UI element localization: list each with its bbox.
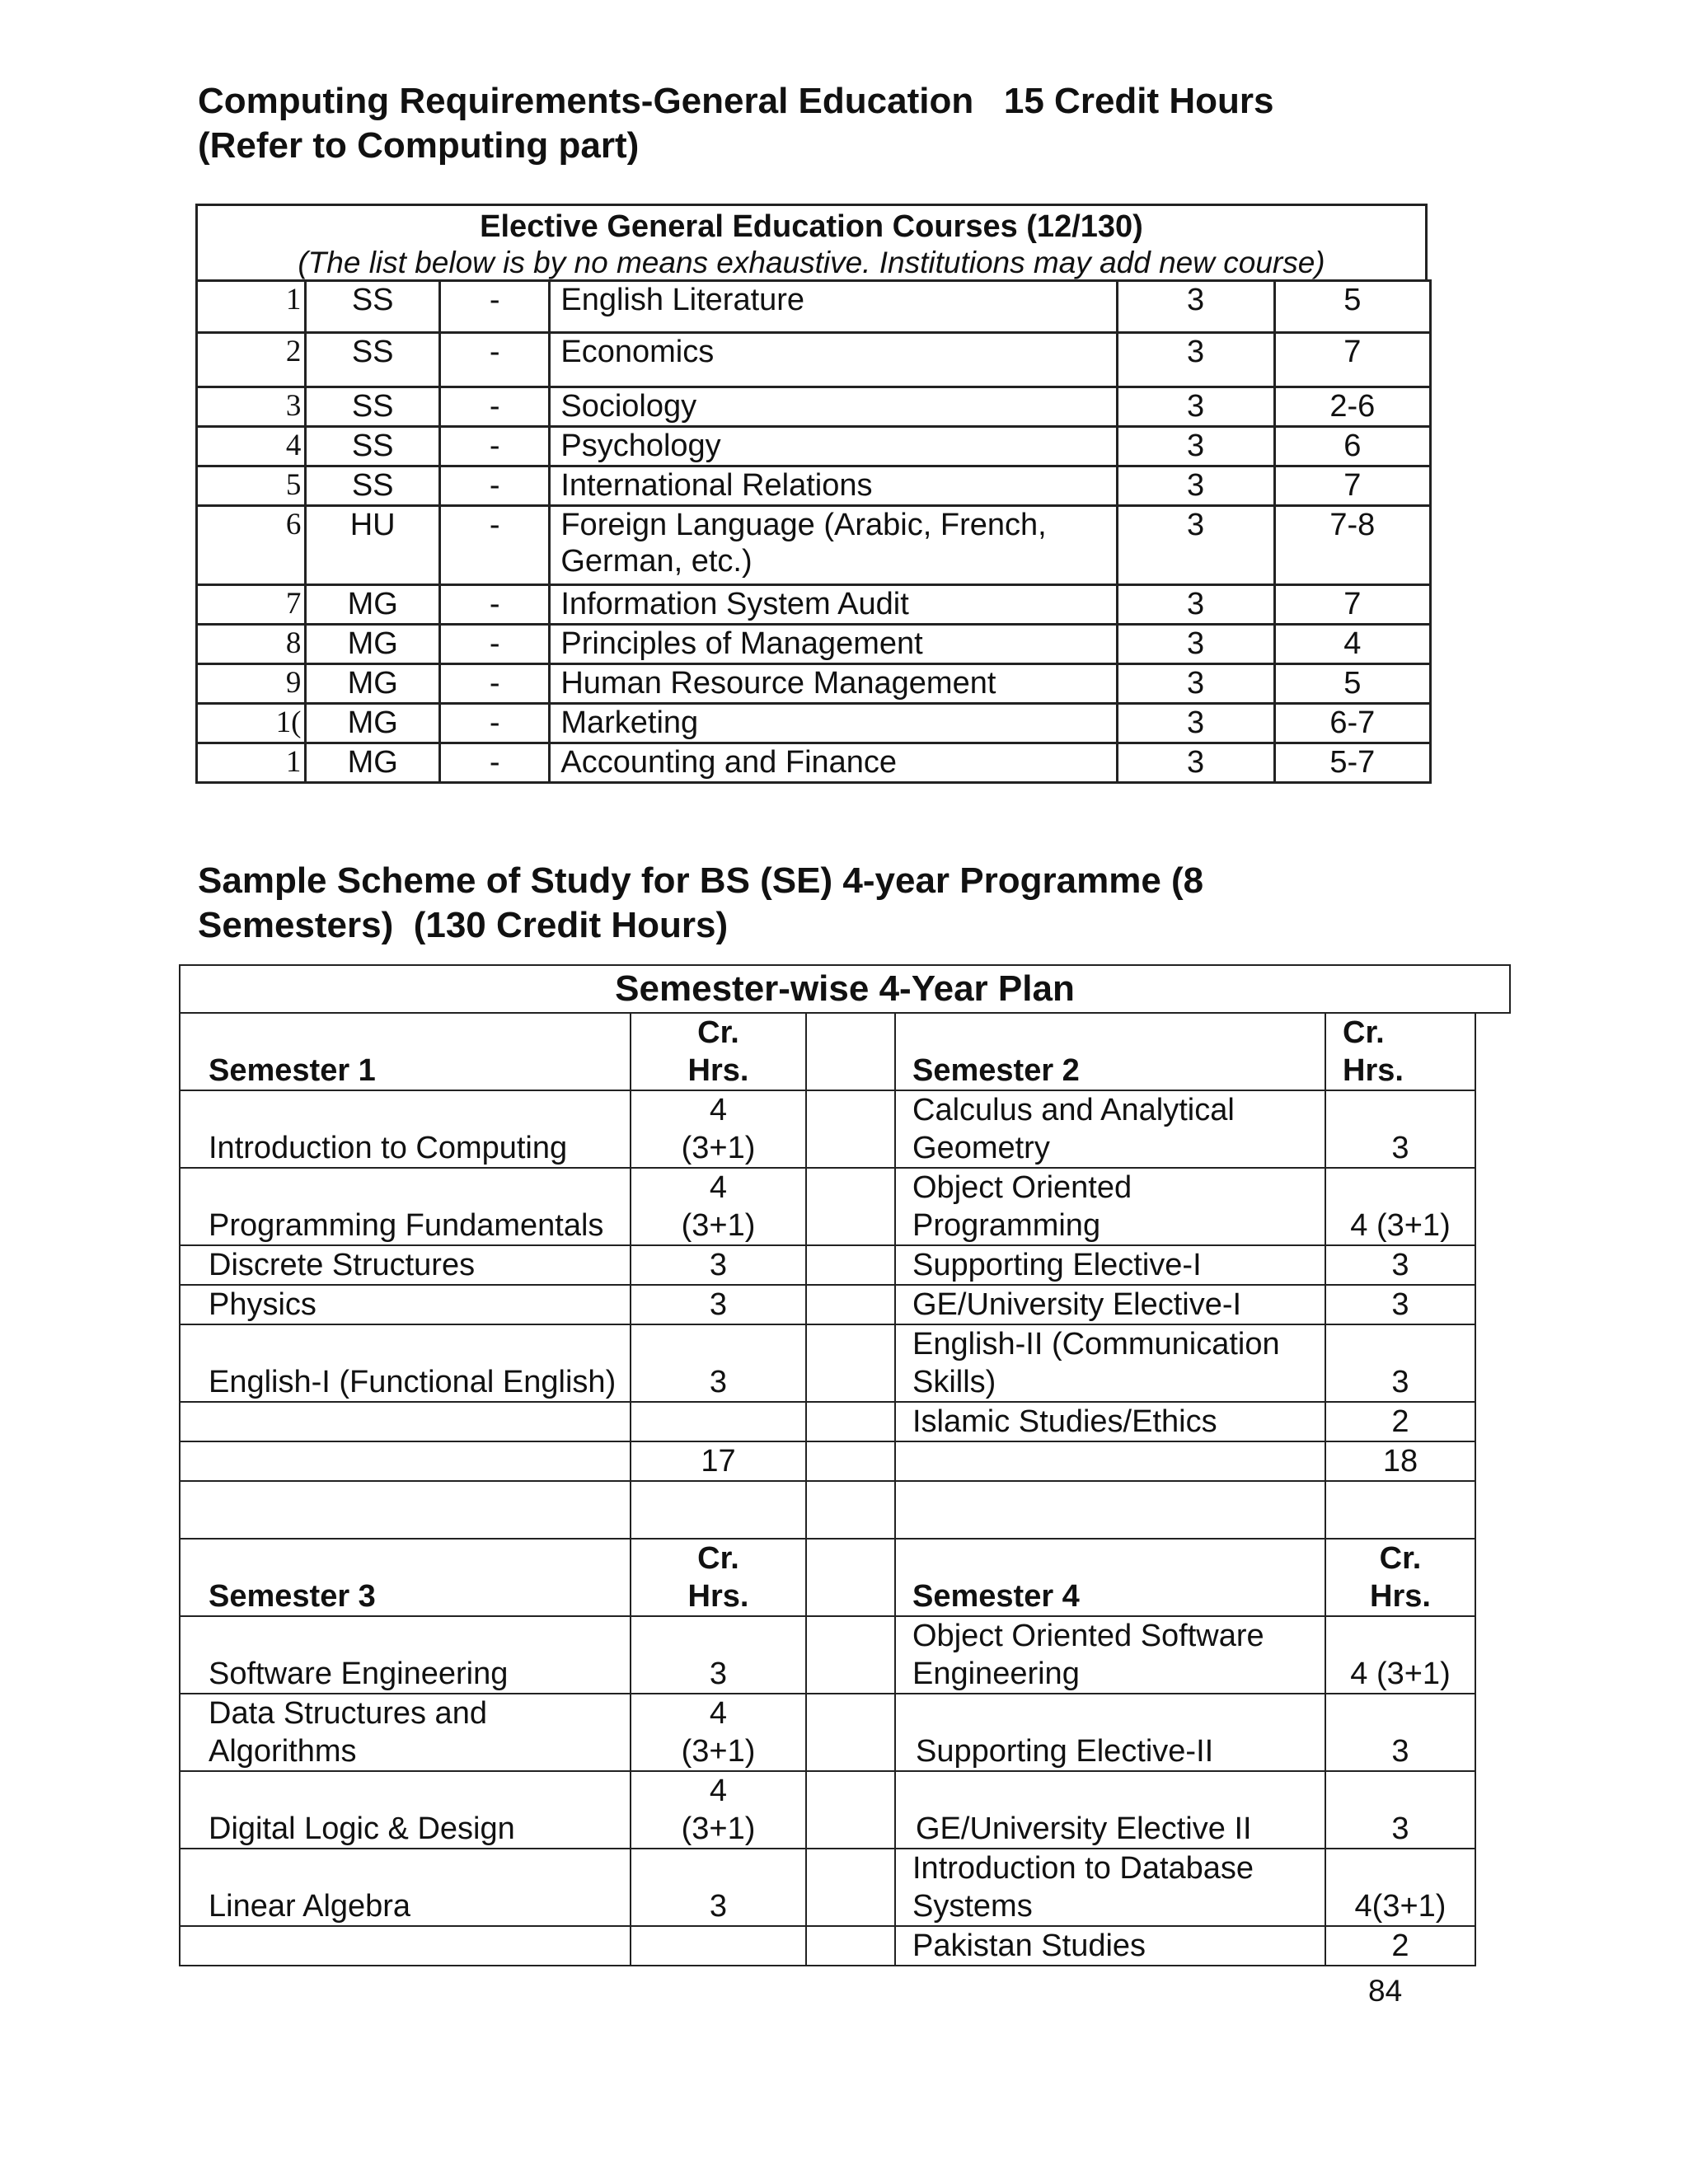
course-name: Pakistan Studies [895, 1926, 1325, 1966]
course-semester: 2-6 [1274, 387, 1430, 427]
course-name: Discrete Structures [180, 1245, 631, 1285]
empty-cell [1325, 1481, 1475, 1539]
course-name: Linear Algebra [180, 1849, 631, 1926]
credit-hours-header [631, 1013, 806, 1090]
course-credits: 3 [631, 1616, 806, 1694]
course-name: Physics [180, 1285, 631, 1324]
row-number: 5 [197, 466, 306, 506]
course-credits: 3 [1117, 506, 1274, 585]
credit-main: 4 [709, 1774, 728, 1808]
semester-header-row [180, 1539, 1475, 1616]
course-dash: - [439, 427, 549, 466]
spacer-cell [806, 1285, 895, 1324]
plan-table-body [179, 1012, 1476, 1966]
course-credits: 3 [1117, 466, 1274, 506]
semester-header: Semester 1 [180, 1013, 631, 1090]
course-title: Information System Audit [550, 585, 1117, 625]
hrs-line: Hrs. [687, 1579, 749, 1614]
elective-table-title: Elective General Education Courses (12/130) [480, 209, 1143, 244]
course-title: English Literature [550, 281, 1117, 333]
spacer-cell [806, 1013, 895, 1090]
section-heading-sample-scheme [198, 859, 1203, 948]
course-credits: 2 [1325, 1402, 1475, 1441]
row-number: 1( [197, 704, 306, 743]
course-credits: 3 [1117, 704, 1274, 743]
credit-split: (3+1) [681, 1208, 756, 1243]
empty-cell [180, 1481, 631, 1539]
course-title: International Relations [550, 466, 1117, 506]
table-row [197, 625, 1431, 664]
semester-header: Semester 2 [895, 1013, 1325, 1090]
table-row [180, 1849, 1475, 1926]
course-semester: 7 [1274, 585, 1430, 625]
course-name: Calculus and Analytical Geometry [895, 1090, 1325, 1168]
table-row [197, 704, 1431, 743]
course-title: Human Resource Management [550, 664, 1117, 704]
course-credits: 3 [1325, 1771, 1475, 1849]
spacer-cell [806, 1539, 895, 1616]
course-credits [631, 1090, 806, 1168]
elective-courses-table [195, 204, 1432, 785]
semester-total: 17 [631, 1441, 806, 1481]
course-credits: 4 (3+1) [1325, 1168, 1475, 1245]
elective-table-subtitle: (The list below is by no means exhaustive. Institutions may add new course) [298, 246, 1325, 279]
credit-split: (3+1) [681, 1131, 756, 1165]
page-number: 84 [1368, 1974, 1403, 2008]
row-number: 2 [197, 333, 306, 387]
course-code: MG [306, 704, 440, 743]
table-row [180, 1245, 1475, 1285]
course-dash: - [439, 387, 549, 427]
course-semester: 5 [1274, 664, 1430, 704]
course-credits: 3 [631, 1285, 806, 1324]
table-row [197, 664, 1431, 704]
course-credits: 3 [1117, 427, 1274, 466]
section-heading-computing-requirements [198, 79, 1274, 168]
heading-line: Computing Requirements-General Education 15 Credit Hours [198, 81, 1274, 121]
course-code: MG [306, 664, 440, 704]
spacer-cell [806, 1402, 895, 1441]
course-dash: - [439, 281, 549, 333]
table-row [197, 427, 1431, 466]
course-code: MG [306, 585, 440, 625]
spacer-cell [806, 1324, 895, 1402]
semester-header-row [180, 1013, 1475, 1090]
course-title: Psychology [550, 427, 1117, 466]
course-semester: 6-7 [1274, 704, 1430, 743]
course-name: Object Oriented Software Engineering [895, 1616, 1325, 1694]
course-semester: 4 [1274, 625, 1430, 664]
cr-line: Cr. [697, 1541, 739, 1576]
blank-row [180, 1481, 1475, 1539]
spacer-cell [806, 1481, 895, 1539]
course-name: English-II (Communication Skills) [895, 1324, 1325, 1402]
course-credits: 3 [1117, 585, 1274, 625]
credit-main: 4 [709, 1696, 728, 1731]
course-dash: - [439, 506, 549, 585]
course-title: Sociology [550, 387, 1117, 427]
row-number: 3 [197, 387, 306, 427]
row-number: 7 [197, 585, 306, 625]
cr-line: Cr. [697, 1015, 739, 1050]
semester-total: 18 [1325, 1441, 1475, 1481]
course-name [180, 1926, 631, 1966]
course-credits [631, 1168, 806, 1245]
course-name: Programming Fundamentals [180, 1168, 631, 1245]
table-row [197, 506, 1431, 585]
empty-cell [180, 1441, 631, 1481]
semester-header: Semester 4 [895, 1539, 1325, 1616]
course-credits [631, 1694, 806, 1771]
course-credits [631, 1771, 806, 1849]
course-credits: 3 [1117, 625, 1274, 664]
table-row [197, 585, 1431, 625]
course-semester: 5 [1274, 281, 1430, 333]
course-name: GE/University Elective II [895, 1771, 1325, 1849]
semester-header: Semester 3 [180, 1539, 631, 1616]
credit-hours-header [1325, 1539, 1475, 1616]
course-title: Accounting and Finance [550, 743, 1117, 783]
course-dash: - [439, 743, 549, 783]
course-name [180, 1402, 631, 1441]
course-title: Economics [550, 333, 1117, 387]
course-name: Digital Logic & Design [180, 1771, 631, 1849]
table-row [180, 1771, 1475, 1849]
course-credits: 3 [1117, 743, 1274, 783]
elective-table-header [195, 204, 1428, 279]
spacer-cell [806, 1168, 895, 1245]
course-credits: 3 [1325, 1324, 1475, 1402]
plan-table-title: Semester-wise 4-Year Plan [179, 964, 1511, 1014]
course-name: Islamic Studies/Ethics [895, 1402, 1325, 1441]
course-code: MG [306, 743, 440, 783]
course-code: SS [306, 281, 440, 333]
heading-line: (Refer to Computing part) [198, 125, 640, 166]
table-row [180, 1090, 1475, 1168]
empty-cell [631, 1481, 806, 1539]
table-row [180, 1285, 1475, 1324]
row-number: 9 [197, 664, 306, 704]
course-semester: 5-7 [1274, 743, 1430, 783]
credit-main: 4 [709, 1093, 728, 1127]
course-credits: 3 [1117, 333, 1274, 387]
spacer-cell [806, 1616, 895, 1694]
course-title: Foreign Language (Arabic, French, German, etc.) [550, 506, 1117, 585]
row-number: 1 [197, 281, 306, 333]
spacer-cell [806, 1771, 895, 1849]
course-name: Software Engineering [180, 1616, 631, 1694]
course-dash: - [439, 466, 549, 506]
course-name: Introduction to Database Systems [895, 1849, 1325, 1926]
row-number: 6 [197, 506, 306, 585]
cr-line: Cr. [1343, 1015, 1385, 1050]
elective-table-body [195, 279, 1432, 784]
hrs-line: Hrs. [1370, 1579, 1431, 1614]
course-credits [631, 1926, 806, 1966]
course-credits: 3 [631, 1849, 806, 1926]
course-credits: 4(3+1) [1325, 1849, 1475, 1926]
course-credits: 4 (3+1) [1325, 1616, 1475, 1694]
course-dash: - [439, 625, 549, 664]
course-name: Introduction to Computing [180, 1090, 631, 1168]
spacer-cell [806, 1245, 895, 1285]
table-row [197, 387, 1431, 427]
course-semester: 7 [1274, 466, 1430, 506]
spacer-cell [806, 1441, 895, 1481]
credit-hours-header [631, 1539, 806, 1616]
course-semester: 7 [1274, 333, 1430, 387]
table-row [180, 1926, 1475, 1966]
course-name: English-I (Functional English) [180, 1324, 631, 1402]
hrs-line: Hrs. [1343, 1053, 1404, 1088]
course-code: SS [306, 387, 440, 427]
cr-line: Cr. [1379, 1541, 1422, 1576]
course-credits: 3 [631, 1324, 806, 1402]
spacer-cell [806, 1849, 895, 1926]
course-credits [631, 1402, 806, 1441]
course-code: SS [306, 427, 440, 466]
course-dash: - [439, 333, 549, 387]
course-semester: 7-8 [1274, 506, 1430, 585]
spacer-cell [806, 1694, 895, 1771]
course-credits: 3 [631, 1245, 806, 1285]
course-name: Supporting Elective-I [895, 1245, 1325, 1285]
table-row [180, 1694, 1475, 1771]
heading-line: Sample Scheme of Study for BS (SE) 4-year Programme (8 [198, 860, 1204, 901]
credit-split: (3+1) [681, 1734, 756, 1769]
table-row [180, 1168, 1475, 1245]
row-number: 1 [197, 743, 306, 783]
course-name: Object Oriented Programming [895, 1168, 1325, 1245]
course-credits: 3 [1117, 387, 1274, 427]
course-title: Principles of Management [550, 625, 1117, 664]
heading-line: Semesters) (130 Credit Hours) [198, 905, 729, 945]
course-dash: - [439, 585, 549, 625]
empty-cell [895, 1441, 1325, 1481]
spacer-cell [806, 1090, 895, 1168]
empty-cell [895, 1481, 1325, 1539]
table-row [197, 281, 1431, 333]
row-number: 4 [197, 427, 306, 466]
table-row [180, 1402, 1475, 1441]
table-row [180, 1324, 1475, 1402]
course-name: Data Structures and Algorithms [180, 1694, 631, 1771]
credit-hours-header [1325, 1013, 1475, 1090]
course-credits: 2 [1325, 1926, 1475, 1966]
course-credits: 3 [1117, 281, 1274, 333]
table-row [197, 466, 1431, 506]
course-credits: 3 [1325, 1090, 1475, 1168]
course-credits: 3 [1325, 1694, 1475, 1771]
course-semester: 6 [1274, 427, 1430, 466]
row-number: 8 [197, 625, 306, 664]
course-credits: 3 [1117, 664, 1274, 704]
course-name: GE/University Elective-I [895, 1285, 1325, 1324]
course-code: SS [306, 466, 440, 506]
course-code: MG [306, 625, 440, 664]
course-dash: - [439, 664, 549, 704]
course-title: Marketing [550, 704, 1117, 743]
hrs-line: Hrs. [687, 1053, 749, 1088]
course-name: Supporting Elective-II [895, 1694, 1325, 1771]
course-credits: 3 [1325, 1285, 1475, 1324]
table-row [197, 743, 1431, 783]
course-code: SS [306, 333, 440, 387]
totals-row [180, 1441, 1475, 1481]
course-credits: 3 [1325, 1245, 1475, 1285]
credit-split: (3+1) [681, 1811, 756, 1846]
course-dash: - [439, 704, 549, 743]
table-row [180, 1616, 1475, 1694]
table-row [197, 333, 1431, 387]
credit-main: 4 [709, 1170, 728, 1205]
course-code: HU [306, 506, 440, 585]
spacer-cell [806, 1926, 895, 1966]
